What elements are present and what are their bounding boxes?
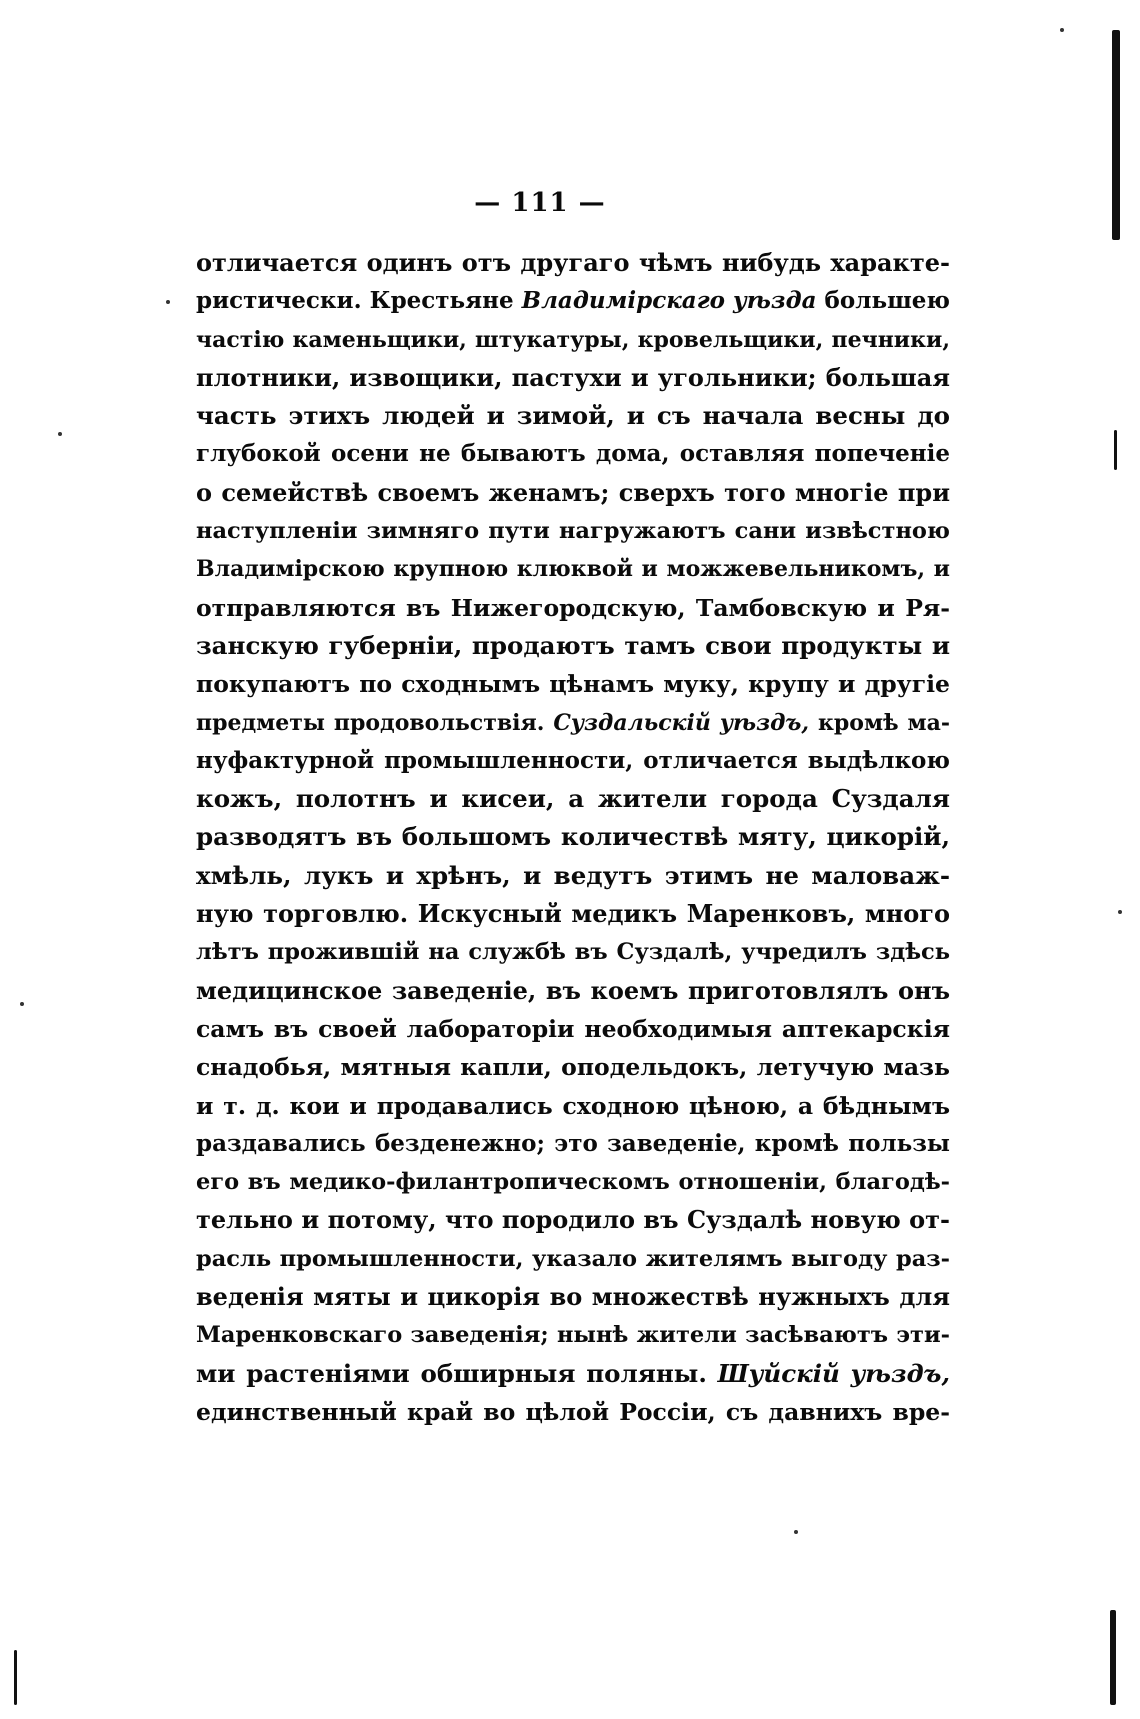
text-run: раздавались безденежно; это заведеніе, кромѣ пользы: [196, 1129, 950, 1157]
text-run: частію каменьщики, штукатуры, кровельщики, печники,: [196, 326, 950, 353]
text-line: [196, 1240, 950, 1278]
text-run: отличается одинъ отъ другаго чѣмъ нибудь характе-: [196, 248, 950, 277]
text-line: [196, 321, 950, 359]
text-line: [196, 857, 950, 895]
text-line: [196, 818, 950, 856]
text-line: [196, 627, 950, 665]
text-line: [196, 1393, 950, 1431]
body-text: [196, 244, 950, 1431]
text-run: снадобья, мятныя капли, оподельдокъ, летучую мазь: [196, 1053, 950, 1082]
text-run: покупаютъ по сходнымъ цѣнамъ муку, крупу и другіе: [196, 670, 950, 699]
text-line: [196, 1087, 950, 1125]
italic-place-name: Владимірскаго уѣзда: [521, 287, 817, 315]
text-run: лѣтъ прожившій на службѣ въ Суздалѣ, учредилъ здѣсь: [196, 939, 950, 966]
text-run: разводятъ въ большомъ количествѣ мяту, цикорій,: [196, 822, 950, 852]
text-line: [196, 512, 950, 550]
text-run: нуфактурной промышленности, отличается выдѣлкою: [196, 746, 950, 774]
text-run: Владимірскою крупною клюквой и можжевельникомъ, и: [196, 556, 950, 583]
scan-speck: [1060, 28, 1064, 32]
text-line: [196, 780, 950, 818]
scan-speck: [58, 432, 62, 436]
text-line: [196, 244, 950, 282]
text-line: [196, 589, 950, 627]
text-run: часть этихъ людей и зимой, и съ начала весны до: [196, 401, 950, 431]
text-run: плотники, извощики, пастухи и угольники; большая: [196, 362, 950, 392]
binding-edge-mark: [1114, 430, 1117, 470]
text-run: веденія мяты и цикорія во множествѣ нужныхъ для: [196, 1282, 950, 1312]
text-line: [196, 1010, 950, 1048]
text-line: [196, 1278, 950, 1316]
binding-edge-mark: [1110, 1610, 1116, 1705]
text-line: [196, 1163, 950, 1201]
text-run: кромѣ ма-: [809, 709, 950, 736]
text-run: медицинское заведеніе, въ коемъ приготовлялъ онъ: [196, 975, 950, 1005]
text-run: о семействѣ своемъ женамъ; сверхъ того многіе при: [196, 477, 950, 507]
text-line: [196, 550, 950, 588]
binding-edge-mark: [1112, 30, 1120, 240]
text-line: [196, 1125, 950, 1163]
text-line: [196, 933, 950, 971]
text-run: большею: [816, 287, 950, 315]
text-run: его въ медико-филантропическомъ отношеніи, благодѣ-: [196, 1169, 950, 1196]
text-line: [196, 742, 950, 780]
text-run: хмѣль, лукъ и хрѣнъ, и ведутъ этимъ не маловаж-: [196, 860, 950, 890]
text-run: Маренковскаго заведенія; нынѣ жители засѣваютъ эти-: [196, 1322, 950, 1349]
binding-edge-mark: [14, 1650, 17, 1705]
text-line: [196, 435, 950, 473]
text-line: [196, 397, 950, 435]
text-run: тельно и потому, что породило въ Суздалѣ новую от-: [196, 1205, 950, 1235]
text-run: ристически. Крестьяне: [196, 287, 522, 315]
text-line: [196, 704, 950, 742]
scan-speck: [1118, 910, 1122, 914]
text-run: самъ въ своей лабораторіи необходимыя аптекарскія: [196, 1014, 950, 1043]
text-run: глубокой осени не бываютъ дома, оставляя попеченіе: [196, 440, 950, 468]
text-run: единственный край во цѣлой Россіи, съ давнихъ вре-: [196, 1397, 950, 1426]
text-line: [196, 282, 950, 320]
scan-speck: [166, 300, 170, 304]
text-run: и т. д. кои и продавались сходною цѣною, а бѣднымъ: [196, 1091, 950, 1120]
scan-speck: [20, 1002, 24, 1006]
text-line: [196, 972, 950, 1010]
text-run: занскую губерніи, продаютъ тамъ свои продукты и: [196, 630, 950, 660]
text-line: [196, 895, 950, 933]
italic-place-name: Шуйскій уѣздъ,: [717, 1358, 950, 1388]
text-run: отправляются въ Нижегородскую, Тамбовскую и Ря-: [196, 593, 950, 622]
italic-place-name: Суздальскій уѣздъ,: [553, 709, 810, 736]
page-number: — 111 —: [474, 188, 606, 218]
text-run: ми растеніями обширныя поляны.: [196, 1358, 718, 1388]
text-run: ную торговлю. Искусный медикъ Маренковъ, много: [196, 899, 950, 929]
text-line: [196, 1355, 950, 1393]
text-line: [196, 359, 950, 397]
scan-speck: [794, 1530, 798, 1534]
text-line: [196, 1201, 950, 1239]
text-run: предметы продовольствія.: [196, 709, 554, 736]
text-run: кожъ, полотнъ и кисеи, а жители города Суздаля: [196, 784, 950, 814]
text-line: [196, 474, 950, 512]
text-line: [196, 665, 950, 703]
text-line: [196, 1316, 950, 1354]
text-run: наступленіи зимняго пути нагружаютъ сани извѣстною: [196, 518, 950, 545]
text-line: [196, 1048, 950, 1086]
text-run: расль промышленности, указало жителямъ выгоду раз-: [196, 1245, 950, 1272]
